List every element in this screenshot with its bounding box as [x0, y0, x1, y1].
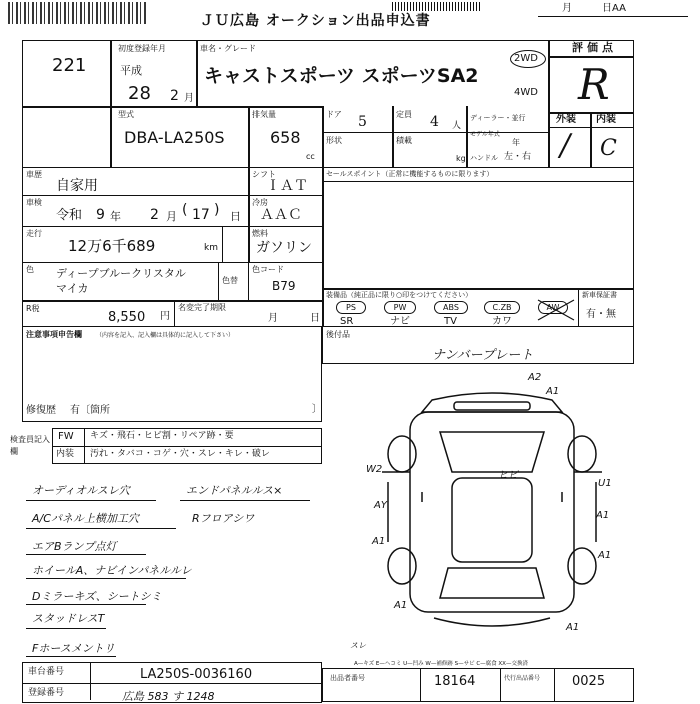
equip-leather: カワ: [492, 316, 512, 327]
capacity-label: 定員: [396, 110, 412, 119]
tax-amount: 8,550: [108, 310, 146, 325]
model-year-label: モデル年式: [470, 131, 500, 138]
dealer-label: ディーラー・並行: [470, 114, 526, 122]
mark-w2: W2: [366, 464, 383, 475]
mark-a1-bl: A1: [394, 600, 408, 611]
equip-ps: PS: [336, 301, 366, 314]
interior-label: 内装: [596, 114, 616, 125]
inspection-era: 令和: [56, 208, 83, 223]
inspection-year-unit: 年: [110, 210, 121, 223]
hw-note-8: スタッドレスT: [32, 612, 105, 625]
drive-4wd: 4WD: [514, 87, 538, 98]
options-note: ナンバープレート: [432, 348, 534, 363]
exterior-score: /: [560, 128, 571, 163]
reg-month-unit: 月: [184, 93, 194, 104]
inspection-day-unit: 日: [230, 210, 241, 223]
shift-label: シフト: [252, 170, 276, 179]
barcode: [8, 2, 148, 24]
hw-note-3: A/Cパネル上横加工穴: [32, 512, 139, 525]
mileage-unit: km: [204, 243, 218, 253]
mark-ay: AY: [374, 500, 387, 511]
reg-month: 2: [170, 88, 179, 104]
inspection-year: 9: [96, 207, 105, 223]
damage-legend: A—キズ E—ヘコミ U—凹み W—補修跡 S—サビ C—腐食 XX—交換済: [354, 661, 528, 667]
color-line1: ディープブルークリスタル: [56, 267, 186, 280]
color-code: B79: [272, 279, 296, 293]
agent-label: 代行出品番号: [504, 675, 541, 682]
equip-aw: AW: [538, 301, 568, 314]
usage-value: 自家用: [56, 178, 98, 194]
load-label: 積載: [396, 136, 412, 145]
exhibit-number: 18164: [434, 674, 476, 689]
sales-point-label: セールスポイント（正常に機能するものに限ります）: [326, 170, 494, 178]
hw-note-6: ホイールA、ナビインパネルルレ: [32, 564, 192, 577]
mark-a1-left: A1: [372, 536, 386, 547]
inspector-label: 検査員記入欄: [10, 435, 50, 456]
load-unit: kg: [456, 154, 466, 163]
hw-note-5: エアBランプ点灯: [32, 540, 117, 553]
fuel-value: ガソリン: [256, 240, 312, 256]
hw-note-9: Fホースメントリ: [32, 642, 115, 655]
aw-cross-mark: [536, 298, 576, 322]
displacement-unit: cc: [306, 152, 315, 161]
date-month-label: 月: [562, 3, 572, 14]
evaluation-title: 評価点: [572, 41, 617, 54]
displacement: 658: [270, 128, 301, 147]
fw-items: キズ・飛石・ヒビ割・リペア跡・要: [90, 431, 234, 441]
mark-scratch: スレ: [350, 641, 366, 650]
notes-header-sub: （内容を記入、記入欄は具体的に記入して下さい）: [96, 332, 235, 339]
mileage-value: 12万6千689: [68, 237, 156, 255]
repair-label: 修復歴: [26, 405, 56, 416]
change-month: 月: [268, 313, 278, 324]
lot-number: 221: [52, 55, 87, 76]
mark-a1-mid: A1: [598, 550, 612, 561]
options-label: 後付品: [326, 330, 350, 339]
tax-unit: 円: [160, 311, 170, 322]
capacity-value: 4: [430, 114, 439, 130]
mark-crack: ヒビ: [498, 470, 518, 481]
equipment-label: 装備品（純正品に限り○印をつけてください）: [326, 291, 473, 299]
notes-box: [22, 326, 322, 422]
doors-value: 5: [358, 114, 367, 130]
mark-a2: A2: [528, 372, 542, 383]
mark-a1-br: A1: [566, 622, 580, 633]
exterior-label: 外装: [556, 114, 576, 125]
tax-label: R税: [26, 304, 40, 313]
reg-year: 28: [128, 83, 151, 104]
inspection-label: 車検: [26, 198, 42, 207]
color-num-label: 色替: [222, 276, 238, 285]
repair-value: 有〔箇所: [70, 405, 110, 416]
shift-value: ＩＡＴ: [266, 178, 308, 194]
paren-open: (: [182, 202, 188, 218]
car-name: キャストスポーツ スポーツSA2: [204, 65, 479, 87]
shape-label: 形状: [326, 136, 342, 145]
paren-close: ): [214, 202, 220, 218]
form-title: ＪＵ広島 オークション出品申込書: [200, 13, 431, 29]
handle-label: ハンドル: [470, 154, 498, 162]
hw-note-7: Dミラーキズ、シートシミ: [32, 590, 162, 603]
fw-label: FW: [58, 431, 74, 442]
color-label: 色: [26, 265, 34, 274]
usage-label: 車歴: [26, 170, 42, 179]
equip-pw: PW: [384, 301, 416, 314]
interior-items: 汚れ・タバコ・コゲ・穴・スレ・キレ・破レ: [90, 449, 270, 459]
displacement-label: 排気量: [252, 110, 276, 119]
chassis-number: LA250S-0036160: [140, 667, 253, 682]
equip-sr: SR: [340, 316, 354, 327]
capacity-unit: 人: [452, 121, 462, 131]
evaluation-score: R: [578, 60, 610, 109]
equip-navi: ナビ: [390, 316, 410, 327]
mark-u1: U1: [598, 478, 612, 489]
mileage-label: 走行: [26, 229, 42, 238]
inspection-month: 2: [150, 207, 159, 223]
change-label: 名変完了期限: [178, 303, 226, 312]
exhibit-label: 出品者番号: [330, 674, 365, 682]
first-reg-label: 初度登録年月: [118, 44, 166, 53]
repair-close: 〕: [312, 404, 322, 415]
hw-note-1: オーディオルスレ穴: [32, 484, 130, 497]
plate-label: 登録番号: [28, 688, 65, 698]
hw-note-4: Rフロアシワ: [192, 512, 255, 525]
model-code: DBA-LA250S: [124, 128, 225, 147]
notes-header-label: 注意事項申告欄: [26, 330, 82, 339]
color-code-label: 色コード: [252, 265, 284, 274]
model-label: 型式: [118, 110, 134, 119]
color-line2: マイカ: [56, 282, 89, 295]
chassis-label: 車台番号: [28, 667, 65, 677]
mark-a1-top: A1: [546, 386, 560, 397]
agent-number: 0025: [572, 674, 606, 689]
plate-value: 広島 583 す 1248: [122, 690, 215, 703]
inspection-day: 17: [192, 207, 210, 223]
model-year-unit: 年: [512, 138, 520, 147]
doors-label: ドア: [326, 110, 342, 119]
car-name-label: 車名・グレード: [200, 44, 256, 53]
change-day: 日: [310, 313, 320, 324]
interior-inspect-label: 内装: [56, 449, 75, 459]
equip-tv: TV: [444, 316, 457, 327]
hw-note-2: エンドパネルルス×: [186, 484, 283, 497]
interior-score: C: [600, 136, 617, 161]
new-car-label: 新車保証書: [582, 291, 617, 299]
equip-abs: ABS: [434, 301, 468, 314]
reg-era: 平成: [120, 64, 142, 77]
ac-value: ＡＡＣ: [260, 207, 302, 223]
ac-label: 冷房: [252, 198, 268, 207]
inspection-month-unit: 月: [166, 210, 177, 223]
new-car-value: 有・無: [586, 309, 616, 320]
date-day-label: 日AA: [602, 3, 626, 14]
equip-czb: C.ZB: [484, 301, 520, 314]
drive-2wd: 2WD: [514, 53, 538, 64]
mark-a1-right: A1: [596, 510, 610, 521]
handle-value: 左・右: [504, 152, 532, 162]
fuel-label: 燃料: [252, 229, 268, 238]
